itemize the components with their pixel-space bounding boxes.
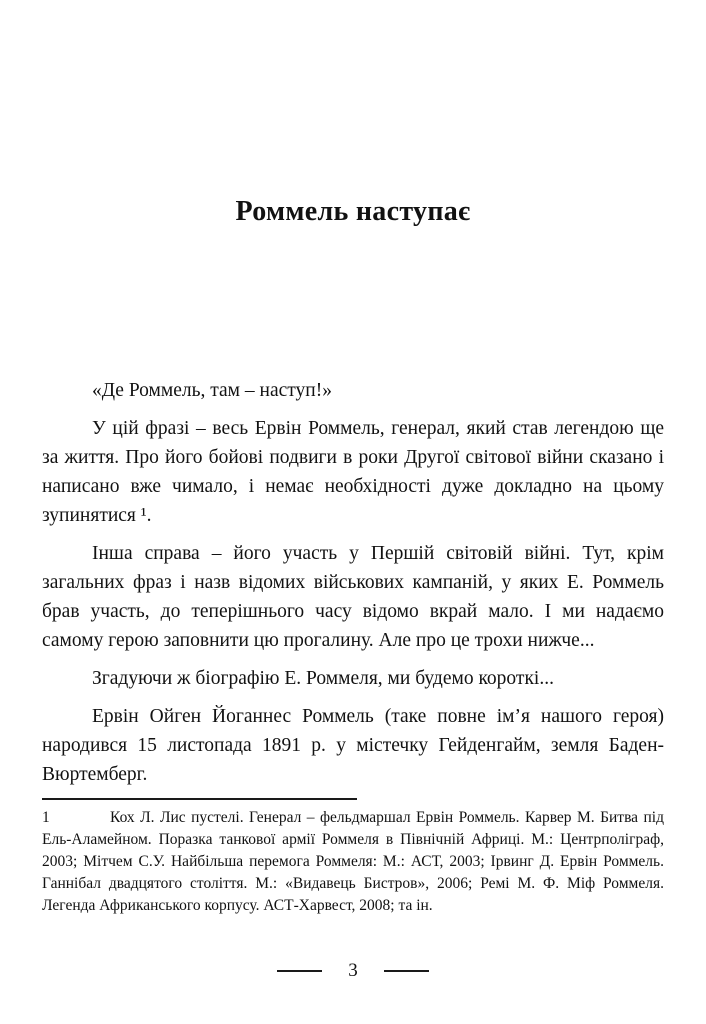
paragraph: Згадуючи ж біографію Е. Роммеля, ми будемо короткі... (92, 668, 554, 689)
paragraph: Інша справа – його участь у Першій світовій війні. Тут, крім загальних фраз і назв відомих військових кампаній, у яких Е. Роммель брав участь, до теперішнього часу відомо вкрай мало. І ми надаємо самому герою заповнити цю прогалину. Але про це трохи нижче... (42, 543, 664, 651)
footnote-marker: 1 (42, 809, 50, 826)
footnote-text (42, 807, 664, 917)
paragraph-quote: «Де Роммель, там – наступ!» (92, 380, 332, 401)
footnote-body: Кох Л. Лис пустелі. Генерал – фельдмаршал Ервін Роммель. Карвер М. Битва під Ель-Аламейном. Поразка танкової армії Роммеля в Північній Африці. М.: Центрполіграф, 2003; Мітчем С.У. Найбільша перемога Роммеля: М.: АСТ, 2003; Ірвинг Д. Ервін Роммель. Ганнібал двадцятого століття. М.: «Видавець Бистров», 2006; Ремі М. Ф. Міф Роммеля. Легенда Африканського корпусу. АСТ-Харвест, 2008; та ін. (42, 809, 664, 914)
paragraph: Ервін Ойген Йоганнес Роммель (таке повне ім’я нашого героя) народився 15 листопада 1891 р. у містечку Гейденгайм, земля Баден-Вюртемберг. (42, 706, 664, 785)
body-text (42, 376, 664, 789)
page-number-row (0, 960, 706, 982)
footnote-block (42, 798, 664, 917)
page-number-dash-right (384, 970, 429, 972)
page-number: 3 (348, 960, 358, 981)
chapter-title: Роммель наступає (235, 196, 471, 227)
paragraph: У цій фразі – весь Ервін Роммель, генерал, який став легендою ще за життя. Про його бойові подвиги в роки Другої світової війни сказано і написано вже чимало, і немає необхідності дуже докладно на цьому зупинятися ¹. (42, 418, 664, 526)
page-number-dash-left (277, 970, 322, 972)
footnote-separator (42, 798, 357, 800)
